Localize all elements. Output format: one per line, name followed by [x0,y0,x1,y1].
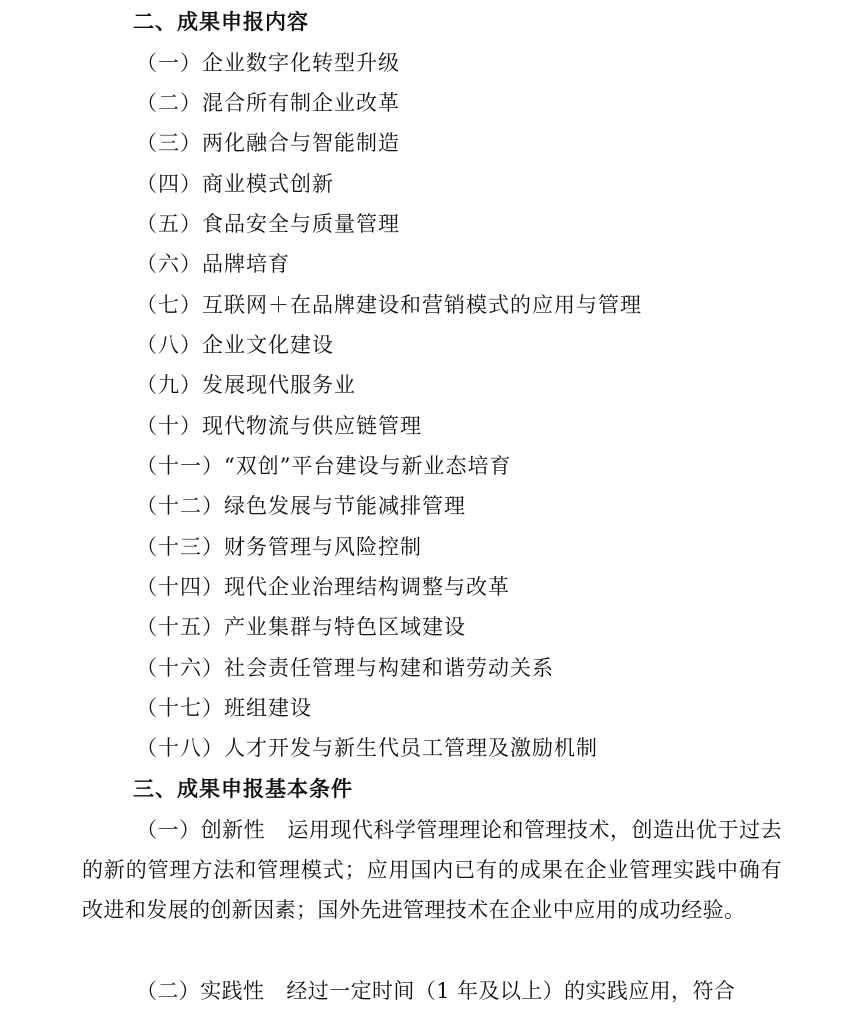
list-item: （九）发展现代服务业 [136,373,356,397]
paragraph-practicality [82,971,782,1011]
list-item: （十二）绿色发展与节能减排管理 [136,494,466,518]
list-item: （十四）现代企业治理结构调整与改革 [136,575,510,599]
list-item: （十）现代物流与供应链管理 [136,414,422,438]
list-item: （七）互联网＋在品牌建设和营销模式的应用与管理 [136,293,642,317]
section-3-heading: 三、成果申报基本条件 [133,777,353,801]
list-item: （三）两化融合与智能制造 [136,131,400,155]
list-item: （二）混合所有制企业改革 [136,91,400,115]
list-item: （五）食品安全与质量管理 [136,212,400,236]
paragraph-text: 经过一定时间（1 年及以上）的实践应用，符合 [286,979,736,1003]
list-item: （十八）人才开发与新生代员工管理及激励机制 [136,736,598,760]
list-item: （十六）社会责任管理与构建和谐劳动关系 [136,656,554,680]
paragraph-label: （二）实践性 [136,979,265,1003]
list-item: （十一）“双创”平台建设与新业态培育 [136,454,512,478]
list-item: （十五）产业集群与特色区域建设 [136,615,466,639]
paragraph-innovation [82,810,782,930]
list-item: （十七）班组建设 [136,696,312,720]
section-2-heading: 二、成果申报内容 [133,10,309,34]
list-item: （十三）财务管理与风险控制 [136,535,422,559]
paragraph-text: 运用现代科学管理理论和管理技术，创造出优于过去的新的管理方法和管理模式；应用国内已有的成果在企业管理实践中确有改进和发展的创新因素；国外先进管理技术在企业中应用的成功经验。 [82,818,783,922]
list-item: （八）企业文化建设 [136,333,334,357]
list-item: （一）企业数字化转型升级 [136,51,400,75]
list-item: （四）商业模式创新 [136,172,334,196]
paragraph-label: （一）创新性 [136,818,266,842]
list-item: （六）品牌培育 [136,252,290,276]
